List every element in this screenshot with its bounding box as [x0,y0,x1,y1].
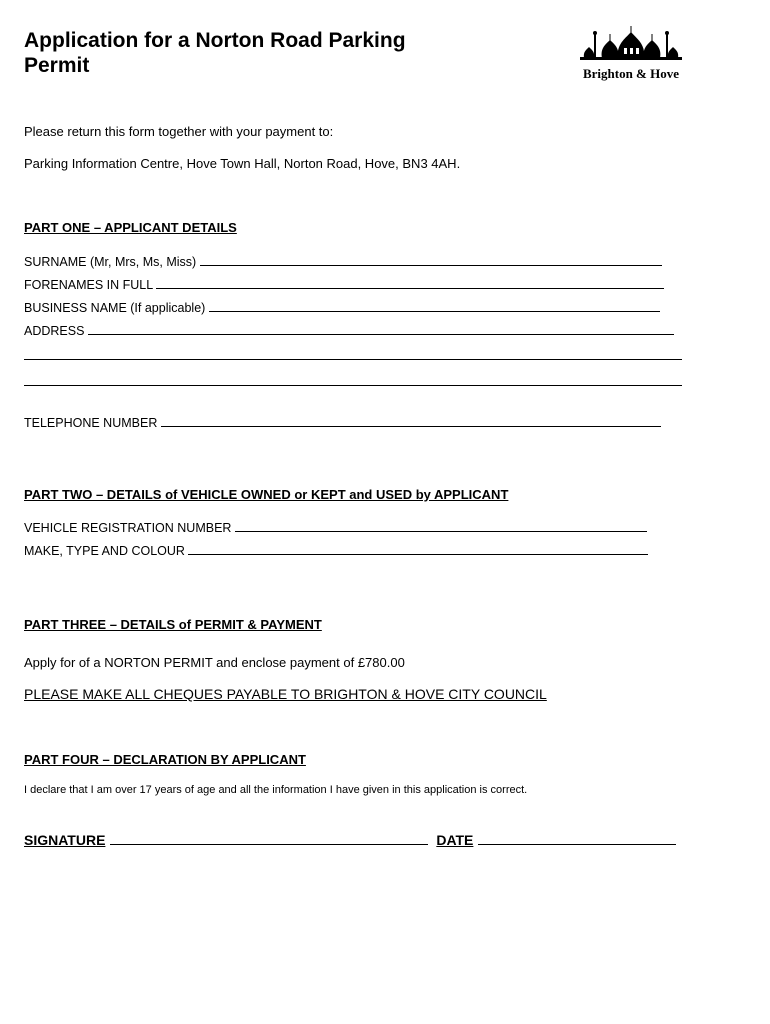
address-label: ADDRESS [24,324,85,338]
logo-text: Brighton & Hove [582,66,680,81]
address-line-1[interactable] [88,324,674,335]
return-instruction: Please return this form together with your payment to: [24,124,334,139]
cheques-payable-notice: PLEASE MAKE ALL CHEQUES PAYABLE TO BRIGHTON & HOVE CITY COUNCIL [24,686,547,702]
form-title [24,28,406,78]
address-line-3[interactable] [24,385,682,386]
signature-date-row [24,832,676,850]
vehicle-registration-line[interactable] [235,521,647,532]
surname-label: SURNAME (Mr, Mrs, Ms, Miss) [24,255,197,269]
part-two-heading: PART TWO – DETAILS of VEHICLE OWNED or KEPT and USED by APPLICANT [24,487,509,502]
declaration-text: I declare that I am over 17 years of age and all the information I have given in this application is correct. [24,784,528,796]
forenames-line[interactable] [156,278,664,289]
part-one-heading: PART ONE – APPLICANT DETAILS [24,220,237,235]
business-name-label: BUSINESS NAME (If applicable) [24,301,206,315]
forenames-field[interactable] [24,278,664,292]
title-line-1: Application for a Norton Road Parking [24,29,406,52]
apply-text: Apply for of a NORTON PERMIT and enclose payment of £780.00 [24,655,405,670]
date-line[interactable] [478,832,676,845]
vehicle-registration-field[interactable] [24,521,647,535]
return-address: Parking Information Centre, Hove Town Hall, Norton Road, Hove, BN3 4AH. [24,156,461,171]
date-label: DATE [436,832,474,848]
business-name-field[interactable] [24,301,660,315]
surname-field[interactable] [24,255,662,269]
make-type-colour-label: MAKE, TYPE AND COLOUR [24,544,185,558]
forenames-label: FORENAMES IN FULL [24,278,153,292]
telephone-label: TELEPHONE NUMBER [24,416,158,430]
telephone-field[interactable] [24,416,661,430]
make-type-colour-line[interactable] [188,544,648,555]
telephone-line[interactable] [161,416,661,427]
vehicle-registration-label: VEHICLE REGISTRATION NUMBER [24,521,232,535]
royal-pavilion-skyline-icon [572,24,690,66]
address-field[interactable] [24,324,674,338]
signature-line[interactable] [110,832,428,845]
part-four-heading: PART FOUR – DECLARATION BY APPLICANT [24,752,306,767]
part-three-heading: PART THREE – DETAILS of PERMIT & PAYMENT [24,617,322,632]
surname-line[interactable] [200,255,662,266]
signature-label: SIGNATURE [24,832,106,848]
make-type-colour-field[interactable] [24,544,648,558]
title-line-2: Permit [24,54,90,77]
business-name-line[interactable] [209,301,660,312]
brighton-hove-logo [572,24,690,84]
address-line-2[interactable] [24,359,682,360]
